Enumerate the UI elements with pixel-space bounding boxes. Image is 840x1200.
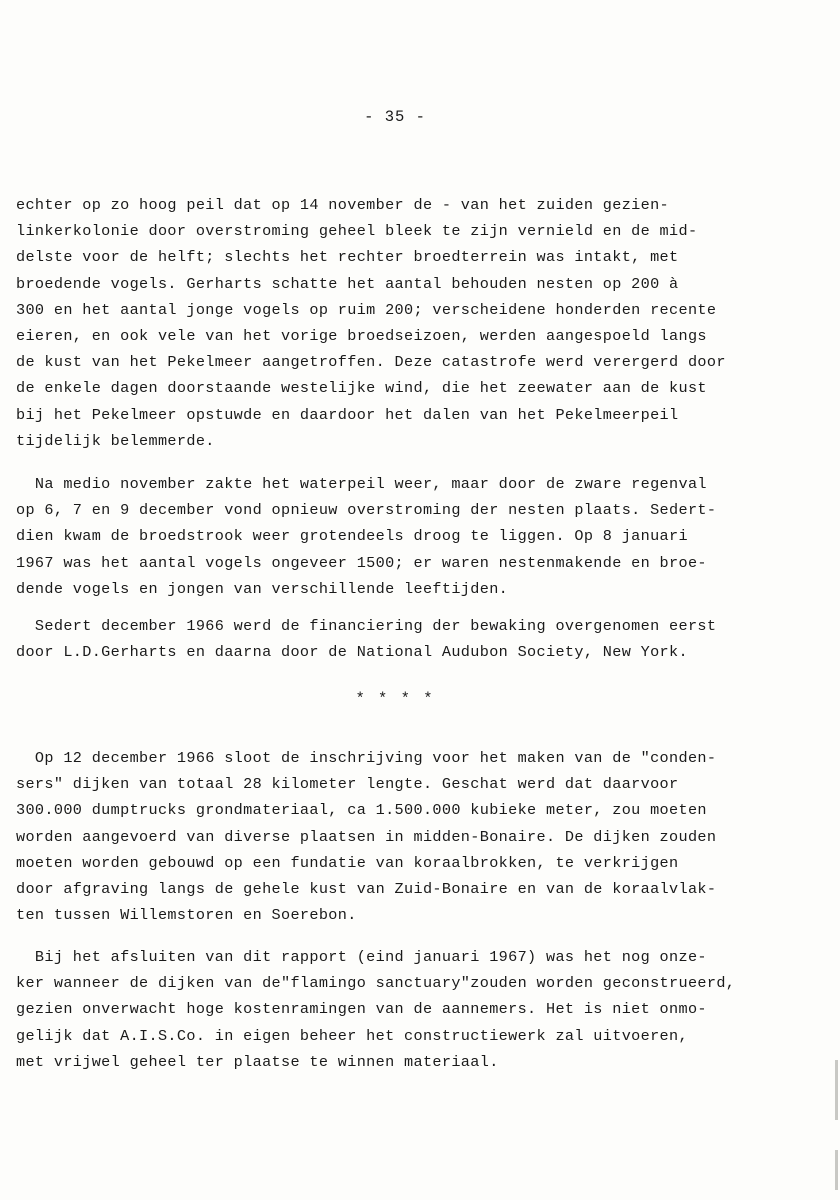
text-line: moeten worden gebouwd op een fundatie van koraalbrokken, te verkrijgen	[16, 853, 679, 872]
text-line: ker wanneer de dijken van de"flamingo sanctuary"zouden worden geconstrueerd,	[16, 974, 736, 993]
paragraph-1	[16, 192, 806, 454]
text-line: Op 12 december 1966 sloot de inschrijving voor het maken van de "conden-	[16, 749, 717, 767]
text-line: linkerkolonie door overstroming geheel bleek te zijn vernield en de mid-	[16, 222, 698, 241]
text-line: met vrijwel geheel ter plaatse te winnen materiaal.	[16, 1052, 499, 1071]
text-line: gelijk dat A.I.S.Co. in eigen beheer het constructiewerk zal uitvoeren,	[16, 1026, 688, 1045]
section-separator: * * * *	[355, 690, 435, 708]
text-line: sers" dijken van totaal 28 kilometer lengte. Geschat werd dat daarvoor	[16, 775, 679, 794]
text-line: dende vogels en jongen van verschillende leeftijden.	[16, 579, 509, 598]
text-line: door L.D.Gerharts en daarna door de National Audubon Society, New York.	[16, 643, 688, 662]
text-line: dien kwam de broedstrook weer grotendeels droog te liggen. Op 8 januari	[16, 527, 688, 546]
text-line: Na medio november zakte het waterpeil weer, maar door de zware regenval	[16, 475, 707, 493]
paragraph-4	[16, 745, 806, 928]
text-line: tijdelijk belemmerde.	[16, 431, 215, 450]
scan-edge-mark	[835, 1150, 838, 1190]
text-line: Bij het afsluiten van dit rapport (eind januari 1967) was het nog onze-	[16, 948, 707, 966]
paragraph-3	[16, 613, 806, 665]
text-line: bij het Pekelmeer opstuwde en daardoor het dalen van het Pekelmeerpeil	[16, 405, 679, 424]
text-line: gezien onverwacht hoge kostenramingen van de aannemers. Het is niet onmo-	[16, 1000, 707, 1019]
text-line: 300.000 dumptrucks grondmateriaal, ca 1.500.000 kubieke meter, zou moeten	[16, 801, 707, 820]
text-line: op 6, 7 en 9 december vond opnieuw overstroming der nesten plaats. Sedert-	[16, 501, 717, 520]
scan-edge-mark	[835, 1060, 838, 1120]
text-line: echter op zo hoog peil dat op 14 november de - van het zuiden gezien-	[16, 196, 670, 214]
text-line: delste voor de helft; slechts het rechter broedterrein was intakt, met	[16, 248, 679, 267]
text-line: door afgraving langs de gehele kust van Zuid-Bonaire en van de koraalvlak-	[16, 879, 717, 898]
text-line: ten tussen Willemstoren en Soerebon.	[16, 906, 357, 925]
text-line: Sedert december 1966 werd de financiering der bewaking overgenomen eerst	[16, 617, 717, 635]
text-line: de enkele dagen doorstaande westelijke wind, die het zeewater aan de kust	[16, 379, 707, 398]
text-line: 1967 was het aantal vogels ongeveer 1500; er waren nestenmakende en broe-	[16, 553, 707, 572]
paragraph-5	[16, 944, 806, 1075]
text-line: eieren, en ook vele van het vorige broedseizoen, werden aangespoeld langs	[16, 326, 707, 345]
page-number: - 35 -	[364, 108, 426, 126]
paragraph-2	[16, 471, 806, 602]
text-line: de kust van het Pekelmeer aangetroffen. Deze catastrofe werd verergerd door	[16, 353, 726, 372]
text-line: worden aangevoerd van diverse plaatsen in midden-Bonaire. De dijken zouden	[16, 827, 717, 846]
text-line: 300 en het aantal jonge vogels op ruim 200; verscheidene honderden recente	[16, 300, 717, 319]
text-line: broedende vogels. Gerharts schatte het aantal behouden nesten op 200 à	[16, 274, 679, 293]
